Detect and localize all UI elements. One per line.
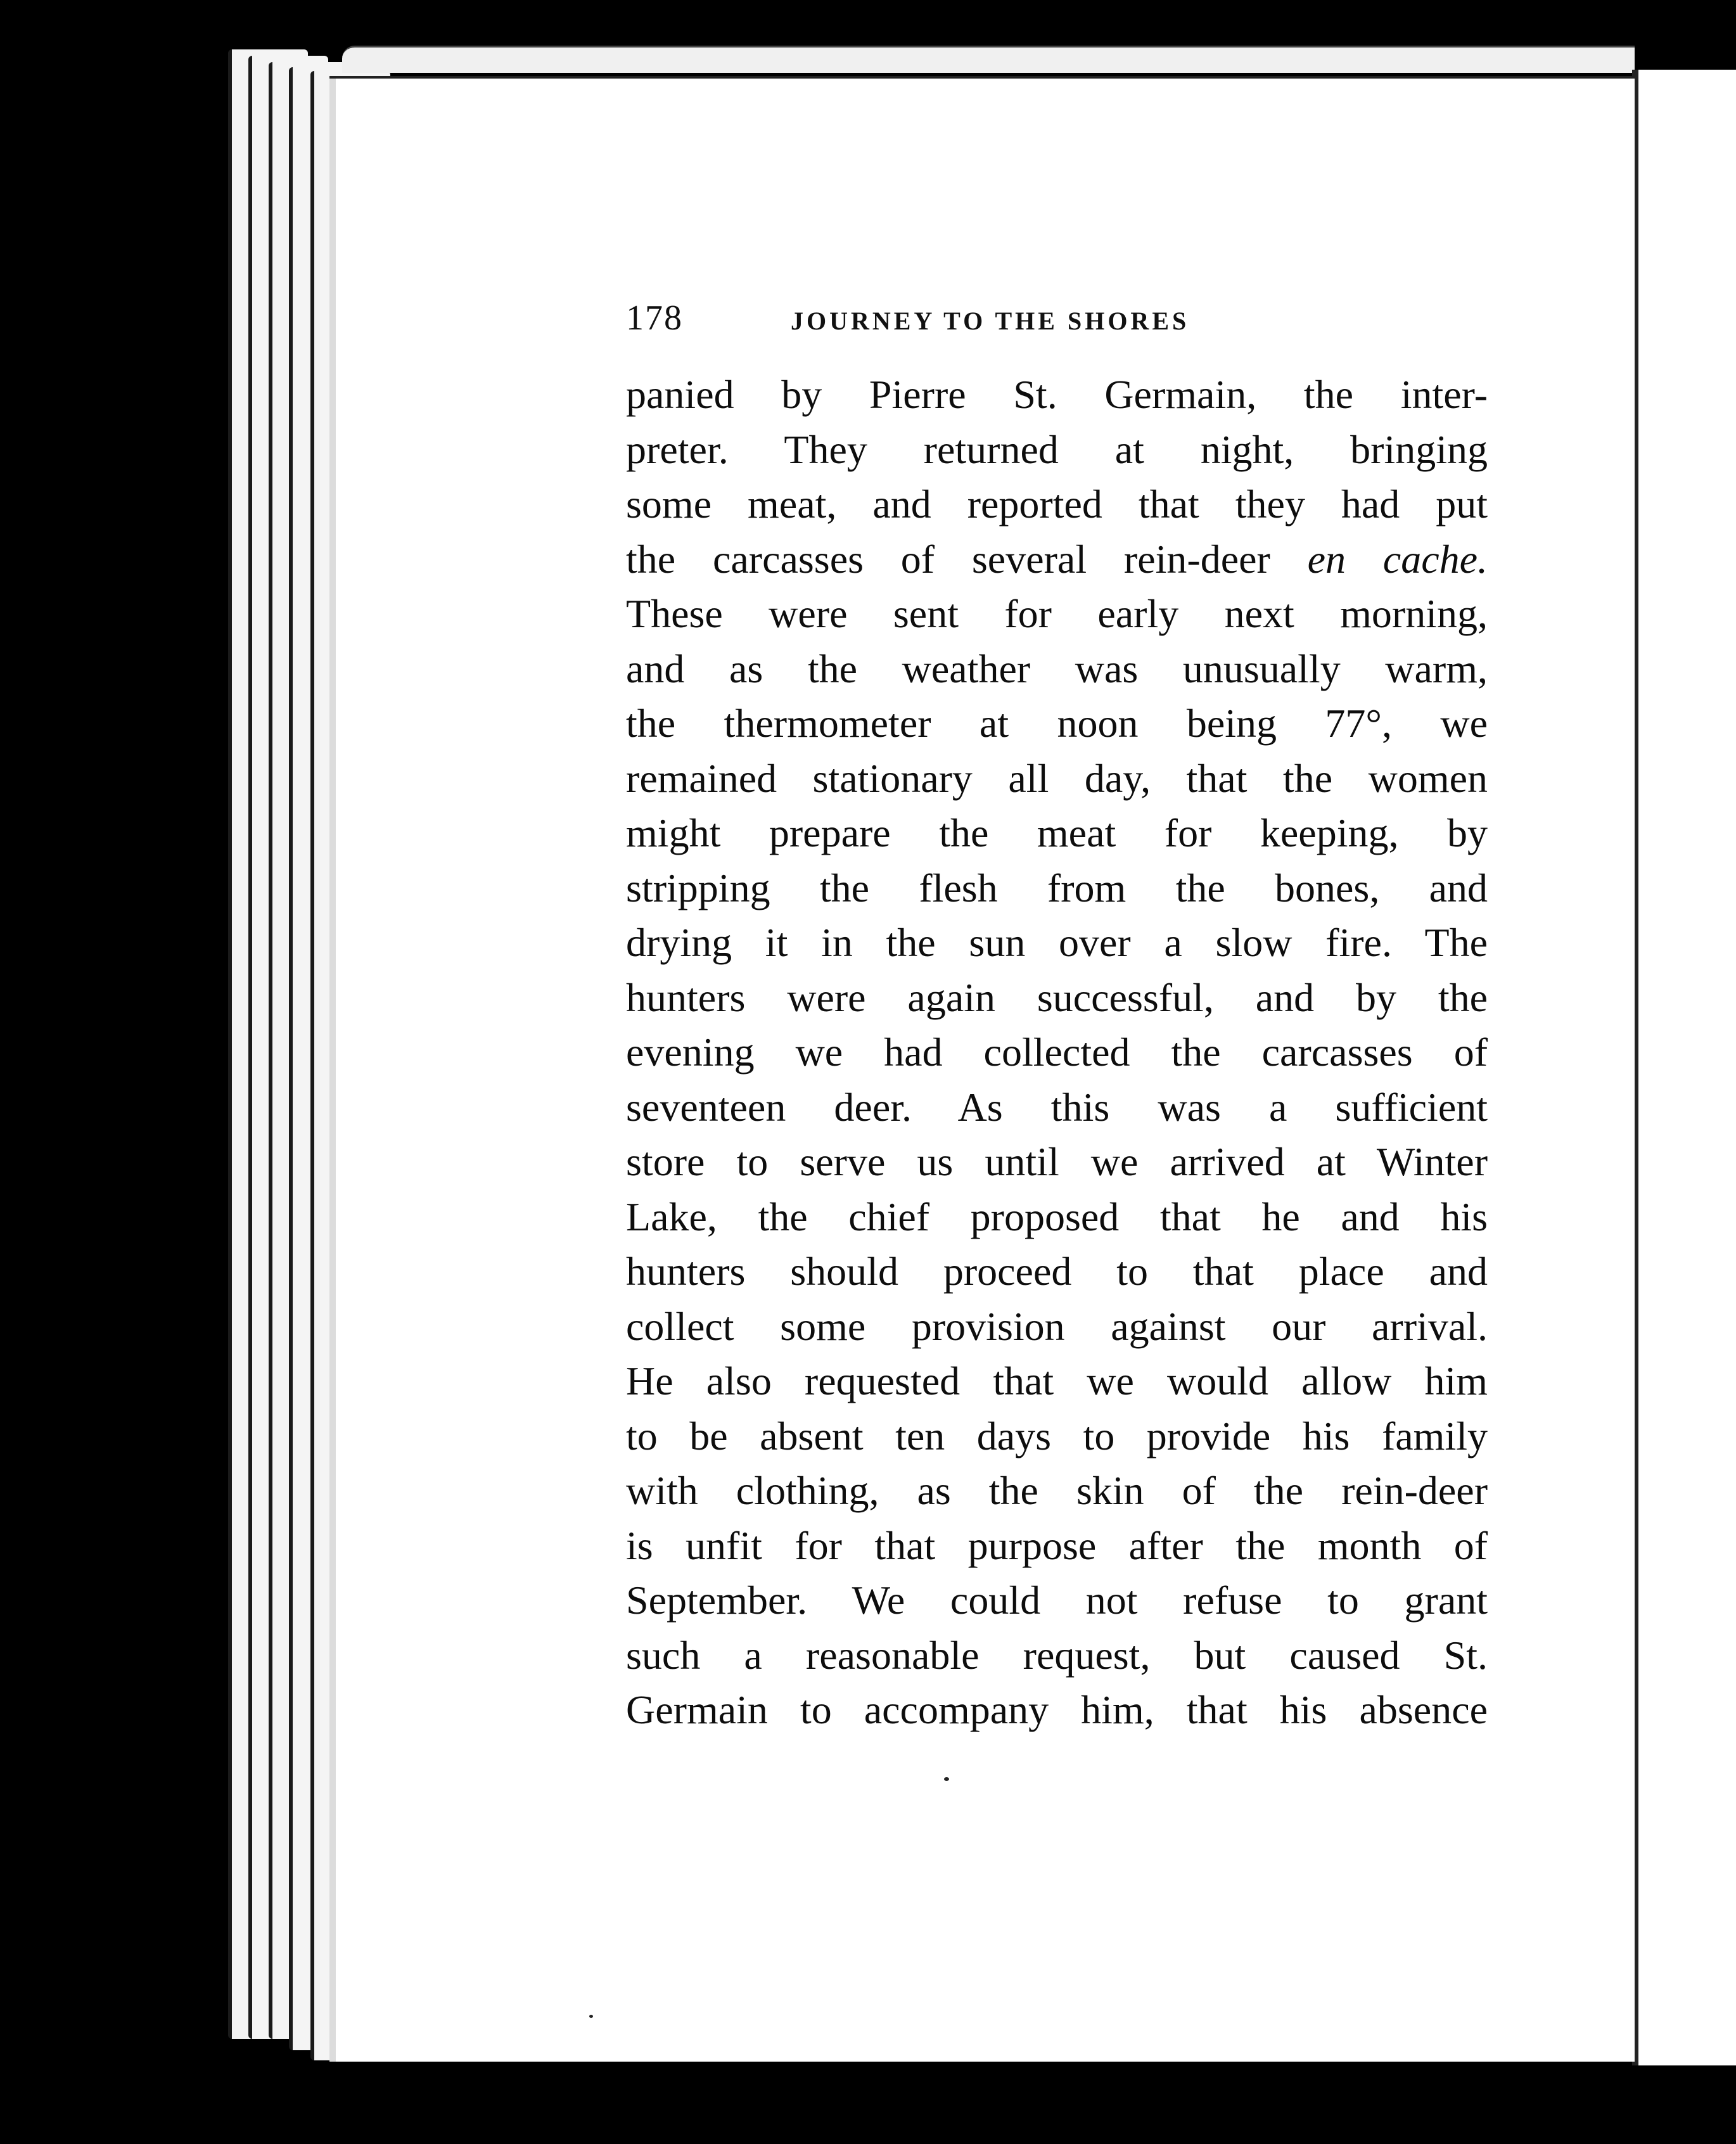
- text-line: collect some provision against our arrival.: [626, 1303, 1488, 1349]
- text-line: some meat, and reported that they had put: [626, 482, 1488, 526]
- text-line: remained stationary all day, that the women: [626, 755, 1488, 801]
- text-line: preter. They returned at night, bringing: [626, 426, 1488, 472]
- facing-page: [1632, 70, 1736, 2065]
- text-line: and as the weather was unusually warm,: [626, 646, 1488, 691]
- text-line: He also requested that we would allow him: [626, 1358, 1488, 1403]
- running-head: JOURNEY TO THE SHORES: [791, 307, 1190, 335]
- body-text: [626, 367, 1488, 1738]
- text-line: Lake, the chief proposed that he and his: [626, 1194, 1488, 1239]
- text-line: [626, 532, 1488, 587]
- page-top-curl: [342, 46, 1635, 73]
- text-line: with clothing, as the skin of the rein-deer: [626, 1468, 1488, 1513]
- text-line: hunters should proceed to that place and: [626, 1249, 1488, 1294]
- italic-phrase: en cache.: [1307, 536, 1488, 582]
- text-line: is unfit for that purpose after the month of: [626, 1522, 1488, 1568]
- page-number: 178: [626, 298, 683, 338]
- text-line-roman: the carcasses of several rein-deer: [626, 536, 1270, 582]
- text-line: panied by Pierre St. Germain, the inter-: [626, 372, 1488, 417]
- text-line: September. We could not refuse to grant: [626, 1578, 1488, 1623]
- text-line: such a reasonable request, but caused St.: [626, 1632, 1488, 1678]
- text-line: seventeen deer. As this was a sufficient: [626, 1084, 1488, 1130]
- text-line: Germain to accompany him, that his absence: [626, 1687, 1488, 1732]
- text-line: hunters were again successful, and by the: [626, 974, 1488, 1020]
- text-line: stripping the flesh from the bones, and: [626, 865, 1488, 910]
- dust-speck: [589, 2015, 593, 2018]
- dust-speck: [944, 1777, 949, 1781]
- text-line: to be absent ten days to provide his family: [626, 1413, 1488, 1458]
- text-line: the thermometer at noon being 77°, we: [626, 701, 1488, 746]
- page-header: [626, 298, 1285, 338]
- text-line: drying it in the sun over a slow fire. The: [626, 920, 1488, 965]
- text-line: These were sent for early next morning,: [626, 591, 1488, 636]
- text-line: store to serve us until we arrived at Winter: [626, 1139, 1488, 1184]
- text-line: evening we had collected the carcasses of: [626, 1030, 1488, 1075]
- text-line: might prepare the meat for keeping, by: [626, 810, 1488, 855]
